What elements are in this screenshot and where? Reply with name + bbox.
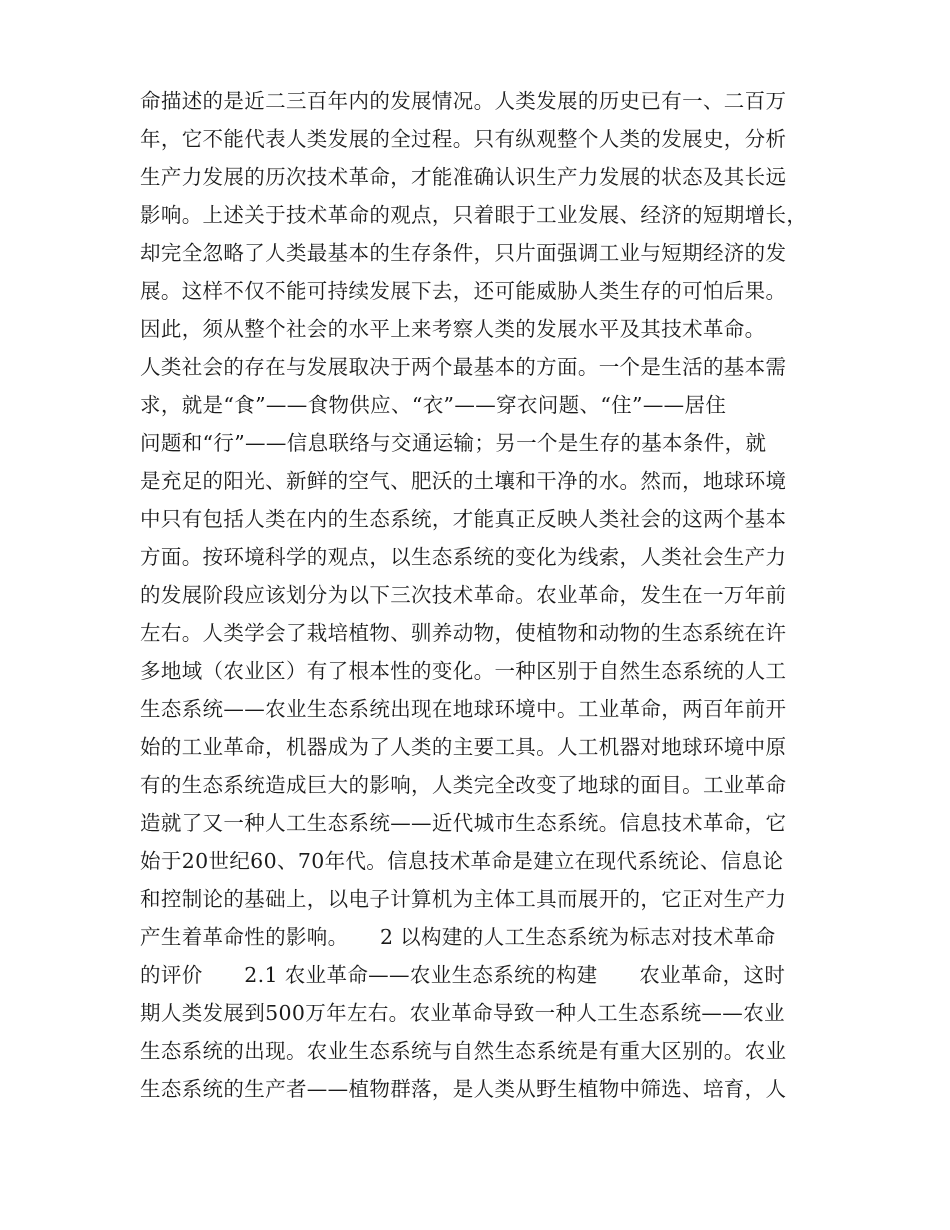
text-line: 年，它不能代表人类发展的全过程。只有纵观整个人类的发展史，分析 xyxy=(140,127,787,151)
text-line: 和控制论的基础上，以电子计算机为主体工具而展开的，它正对生产力 xyxy=(140,887,787,911)
text-line: 是充足的阳光、新鲜的空气、肥沃的土壤和干净的水。然而，地球环境 xyxy=(140,469,787,493)
text-line: 生态系统的出现。农业生态系统与自然生态系统是有重大区别的。农业 xyxy=(140,1039,787,1063)
body-text xyxy=(140,82,820,1108)
text-line: 期人类发展到500万年左右。农业革命导致一种人工生态系统——农业 xyxy=(140,1001,785,1025)
text-line: 问题和“行”——信息联络与交通运输；另一个是生存的基本条件，就 xyxy=(140,431,767,455)
text-line: 方面。按环境科学的观点，以生态系统的变化为线索，人类社会生产力 xyxy=(140,545,787,569)
text-line: 造就了又一种人工生态系统——近代城市生态系统。信息技术革命，它 xyxy=(140,811,787,835)
text-line: 多地域（农业区）有了根本性的变化。一种区别于自然生态系统的人工 xyxy=(140,659,787,683)
text-line: 展。这样不仅不能可持续发展下去，还可能威胁人类生存的可怕后果。 xyxy=(140,279,787,303)
text-line: 生态系统——农业生态系统出现在地球环境中。工业革命，两百年前开 xyxy=(140,697,787,721)
text-line: 始于20世纪60、70年代。信息技术革命是建立在现代系统论、信息论 xyxy=(140,849,784,873)
text-line: 生产力发展的历次技术革命，才能准确认识生产力发展的状态及其长远 xyxy=(140,165,787,189)
text-line: 因此，须从整个社会的水平上来考察人类的发展水平及其技术革命。 xyxy=(140,317,766,341)
text-line: 有的生态系统造成巨大的影响，人类完全改变了地球的面目。工业革命 xyxy=(140,773,787,797)
text-line: 生态系统的生产者——植物群落，是人类从野生植物中筛选、培育，人 xyxy=(140,1077,787,1101)
text-line: 的评价 2.1 农业革命——农业生态系统的构建 农业革命，这时 xyxy=(140,963,786,987)
text-line: 命描述的是近二三百年内的发展情况。人类发展的历史已有一、二百万 xyxy=(140,89,787,113)
text-line: 影响。上述关于技术革命的观点，只着眼于工业发展、经济的短期增长， xyxy=(140,203,808,227)
text-line: 产生着革命性的影响。 2 以构建的人工生态系统为标志对技术革命 xyxy=(140,925,776,949)
text-line: 求，就是“食”——食物供应、“衣”——穿衣问题、“住”——居住 xyxy=(140,393,727,417)
text-line: 人类社会的存在与发展取决于两个最基本的方面。一个是生活的基本需 xyxy=(140,355,787,379)
text-line: 却完全忽略了人类最基本的生存条件，只片面强调工业与短期经济的发 xyxy=(140,241,787,265)
text-line: 始的工业革命，机器成为了人类的主要工具。人工机器对地球环境中原 xyxy=(140,735,787,759)
text-line: 中只有包括人类在内的生态系统，才能真正反映人类社会的这两个基本 xyxy=(140,507,787,531)
text-line: 左右。人类学会了栽培植物、驯养动物，使植物和动物的生态系统在许 xyxy=(140,621,787,645)
text-line: 的发展阶段应该划分为以下三次技术革命。农业革命，发生在一万年前 xyxy=(140,583,787,607)
